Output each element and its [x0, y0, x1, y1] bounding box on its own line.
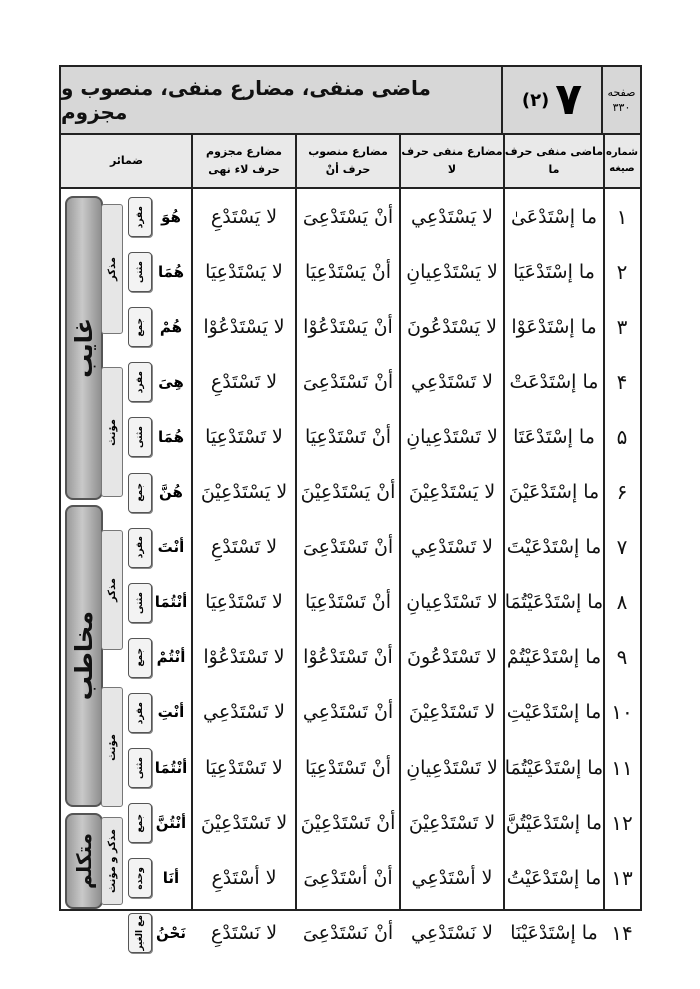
cell-past-negative: ما إسْتَدْعَتْ — [509, 370, 599, 393]
cell-present-negative: لا تَسْتَدْعِيانِ — [406, 591, 498, 614]
pronoun: هُنَّ — [159, 483, 183, 501]
cell-subjunctive: أنْ تَسْتَدْعِيَا — [304, 425, 392, 448]
cell-present-negative: لا تَسْتَدْعِيْنَ — [408, 811, 496, 834]
number-tag — [128, 197, 152, 237]
cell-row-number: ۱۱ — [611, 755, 633, 780]
title-text: ماضی منفی، مضارع منفی، منصوب و مجزوم — [61, 76, 431, 124]
cell-jussive: لا تَسْتَدْعِ — [210, 370, 278, 393]
number-tag-label: مفرد — [135, 371, 145, 394]
cell-subjunctive: أنْ يَسْتَدْعُوْا — [303, 315, 393, 338]
cell-jussive: لا يَسْتَدْعُوْا — [203, 315, 285, 338]
cell-row-number: ۱۳ — [611, 865, 633, 890]
col-header-jussive-l2: حرف لاء نهی — [208, 163, 280, 176]
cell-jussive: لا تَسْتَدْعُوْا — [203, 646, 285, 669]
group-third-person-label: غايب — [70, 318, 98, 378]
cell-subjunctive: أنْ يَسْتَدْعِيْنَ — [300, 481, 396, 503]
cell-past-negative: ما إسْتَدْعَيْتُمَا — [504, 591, 604, 614]
cell-present-negative: لا يَسْتَدْعِيانِ — [406, 260, 498, 283]
col-header-past-l1: ماضی منفی حرف — [504, 145, 604, 159]
gender-feminine — [101, 687, 123, 807]
gender-masculine-label: مذكر — [106, 256, 118, 281]
col-header-jussive — [192, 135, 296, 189]
gender-masc-fem — [101, 817, 123, 905]
number-tag — [128, 748, 152, 788]
col-header-pronouns — [61, 135, 192, 189]
cell-past-negative: ما إسْتَدْعَيْتَ — [506, 536, 602, 559]
cell-jussive: لا يَسْتَدْعِ — [210, 205, 278, 228]
cell-past-negative: ما إسْتَدْعَتَا — [513, 425, 595, 448]
col-header-past-negative — [504, 135, 604, 189]
number-tag-label: مثنی — [135, 756, 145, 780]
col-header-present-negative — [400, 135, 504, 189]
cell-past-negative: ما إسْتَدْعَيْتُمَا — [504, 756, 604, 779]
cell-row-number: ۹ — [616, 645, 628, 670]
number-tag-label: جمع — [135, 317, 145, 337]
pronoun: أنْتُمَا — [154, 758, 188, 777]
number-tag-label: مع الغير — [135, 915, 145, 952]
cell-present-negative: لا تَسْتَدْعِيْنَ — [408, 701, 496, 724]
number-tag — [128, 362, 152, 402]
col-header-subjunctive-l1: مضارع منصوب — [308, 145, 388, 159]
pronoun: أنْتَ — [157, 538, 185, 557]
cell-jussive: لا تَسْتَدْعِي — [203, 701, 285, 724]
gender-feminine — [101, 367, 123, 497]
pronoun: أنَا — [162, 868, 180, 887]
number-tag — [128, 583, 152, 623]
number-tag-label: مثنی — [135, 426, 145, 449]
cell-past-negative: ما إسْتَدْعَيْتُمْ — [506, 646, 602, 669]
number-tag-label: مثنی — [135, 591, 145, 614]
cell-subjunctive: أنْ تَسْتَدْعِيَا — [304, 591, 392, 614]
cell-present-negative: لا تَسْتَدْعِيانِ — [406, 756, 498, 779]
gender-masc-fem-label: مذكر و مؤنث — [106, 829, 118, 893]
col-header-number-l2: صیغه — [609, 163, 635, 174]
cell-jussive: لا تَسْتَدْعِيَا — [205, 425, 283, 448]
cell-subjunctive: أنْ نَسْتَدْعِیَ — [302, 921, 394, 944]
cell-row-number: ۱ — [616, 204, 628, 229]
group-second-person — [65, 505, 103, 807]
gender-masculine-label: مذكر — [106, 577, 118, 602]
pronoun: نَحْنُ — [156, 923, 186, 942]
gender-masculine — [101, 530, 123, 650]
pronoun: هُوَ — [161, 207, 181, 226]
cell-present-negative: لا تَسْتَدْعِي — [411, 370, 493, 393]
cell-subjunctive: أنْ تَسْتَدْعِيَا — [304, 756, 392, 779]
lesson-sub: (۲) — [521, 89, 550, 111]
cell-past-negative: ما إسْتَدْعَيْنَا — [510, 921, 598, 944]
number-tag — [128, 252, 152, 292]
cell-present-negative: لا تَسْتَدْعِي — [411, 536, 493, 559]
number-tag — [128, 858, 152, 898]
cell-subjunctive: أنْ أسْتَدْعِیَ — [303, 866, 393, 889]
cell-past-negative: ما إسْتَدْعَیٰ — [510, 205, 598, 228]
cell-subjunctive: أنْ تَسْتَدْعِیَ — [302, 536, 394, 559]
number-tag-label: مثنی — [135, 261, 145, 284]
conjugation-table — [59, 65, 642, 952]
col-header-pronouns-l1: ضمائر — [109, 154, 144, 168]
col-header-number — [604, 135, 640, 189]
group-first-person-label: متكلم — [72, 832, 96, 890]
pronoun: أنْتُمَا — [154, 593, 188, 612]
number-tag — [128, 307, 152, 347]
cell-subjunctive: أنْ تَسْتَدْعِي — [302, 701, 394, 724]
col-header-number-l1: شماره — [606, 147, 638, 158]
col-header-subjunctive-l2: حرف أنْ — [325, 163, 371, 176]
cell-subjunctive: أنْ يَسْتَدْعِيَا — [304, 260, 392, 283]
cell-row-number: ۵ — [616, 424, 628, 449]
group-first-person — [65, 813, 103, 909]
cell-present-negative: لا نَسْتَدْعِي — [411, 921, 493, 944]
lesson-number-big: ۷ — [555, 74, 583, 125]
pronoun: هُمْ — [159, 317, 183, 336]
pronoun: هُمَا — [157, 262, 185, 281]
gender-feminine-label: مؤنث — [106, 733, 118, 761]
col-header-present-l1: مضارع منفی حرف — [401, 145, 503, 159]
col-header-past-l2: ما — [548, 163, 560, 176]
number-tag-label: وحده — [135, 866, 145, 890]
col-header-jussive-l1: مضارع مجزوم — [206, 145, 282, 159]
group-third-person — [65, 196, 103, 500]
number-tag-label: مفرد — [135, 536, 145, 559]
number-tag-label: مفرد — [135, 701, 145, 725]
cell-past-negative: ما إسْتَدْعَيَا — [513, 260, 595, 283]
col-header-present-l2: لا — [447, 163, 457, 176]
cell-jussive: لا يَسْتَدْعِيَا — [205, 260, 283, 283]
page-label: صفحه — [607, 85, 636, 99]
lesson-number — [503, 67, 603, 135]
cell-row-number: ۶ — [616, 480, 628, 504]
number-tag-label: جمع — [135, 648, 145, 668]
table-title — [61, 67, 503, 135]
cell-jussive: لا نَسْتَدْعِ — [210, 921, 278, 944]
cell-row-number: ۱۰ — [611, 700, 633, 725]
pronoun: أنْتِ — [157, 703, 185, 722]
cell-past-negative: ما إسْتَدْعَيْتُنَّ — [505, 811, 603, 834]
cell-past-negative: ما إسْتَدْعَوْا — [511, 315, 597, 338]
cell-jussive: لا تَسْتَدْعِيَا — [205, 591, 283, 614]
pronoun: أنْتُنَّ — [155, 813, 187, 832]
cell-past-negative: ما إسْتَدْعَيْنَ — [508, 481, 600, 503]
cell-present-negative: لا تَسْتَدْعِيانِ — [406, 425, 498, 448]
pronoun: أنْتُمْ — [156, 648, 186, 667]
cell-jussive: لا تَسْتَدْعِيَا — [205, 756, 283, 779]
number-tag — [128, 417, 152, 457]
cell-row-number: ۴ — [616, 369, 628, 394]
cell-subjunctive: أنْ تَسْتَدْعِيْنَ — [300, 811, 396, 834]
cell-jussive: لا يَسْتَدْعِيْنَ — [200, 481, 288, 503]
cell-row-number: ۳ — [616, 314, 628, 339]
cell-subjunctive: أنْ يَسْتَدْعِیَ — [302, 205, 394, 228]
cell-jussive: لا أسْتَدْعِ — [211, 866, 277, 889]
cell-row-number: ۲ — [616, 259, 628, 284]
cell-present-negative: لا يَسْتَدْعِيْنَ — [408, 481, 496, 503]
number-tag — [128, 913, 152, 953]
group-second-person-label: مخاطب — [70, 611, 98, 701]
gender-feminine-label: مؤنث — [106, 418, 118, 446]
number-tag — [128, 693, 152, 733]
cell-past-negative: ما إسْتَدْعَيْتِ — [506, 701, 602, 724]
cell-row-number: ۷ — [616, 535, 628, 560]
page-number: ۳۳۰ — [612, 101, 631, 114]
page-info — [603, 67, 640, 135]
number-tag-label: جمع — [135, 483, 145, 502]
number-tag — [128, 638, 152, 678]
cell-subjunctive: أنْ تَسْتَدْعِیَ — [302, 370, 394, 393]
number-tag — [128, 473, 152, 513]
cell-jussive: لا تَسْتَدْعِيْنَ — [200, 811, 288, 834]
cell-past-negative: ما إسْتَدْعَيْتُ — [506, 866, 602, 889]
col-header-subjunctive — [296, 135, 400, 189]
cell-present-negative: لا تَسْتَدْعُونَ — [407, 646, 497, 669]
cell-present-negative: لا يَسْتَدْعُونَ — [407, 315, 497, 338]
cell-row-number: ۸ — [616, 590, 628, 615]
pronoun: هُمَا — [157, 427, 185, 446]
cell-subjunctive: أنْ تَسْتَدْعُوْا — [303, 646, 393, 669]
number-tag-label: مفرد — [135, 205, 145, 229]
cell-present-negative: لا يَسْتَدْعِي — [411, 205, 493, 228]
number-tag — [128, 803, 152, 843]
cell-present-negative: لا أسْتَدْعِي — [411, 866, 493, 889]
gender-masculine — [101, 204, 123, 334]
cell-row-number: ۱۴ — [611, 920, 633, 945]
pronoun: هِیَ — [158, 372, 184, 391]
number-tag — [128, 528, 152, 568]
cell-row-number: ۱۲ — [611, 810, 633, 835]
number-tag-label: جمع — [135, 813, 145, 833]
cell-jussive: لا تَسْتَدْعِ — [210, 536, 278, 559]
